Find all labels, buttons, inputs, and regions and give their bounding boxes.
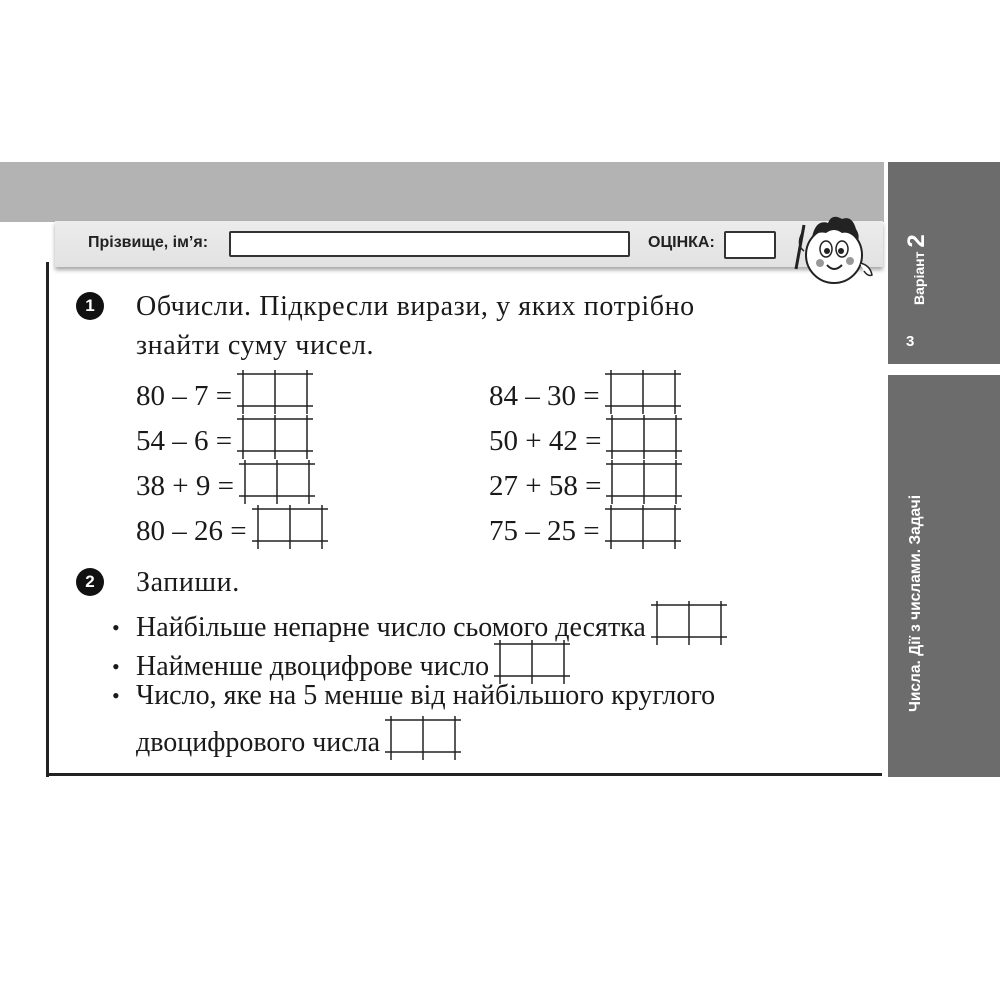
answer-grid[interactable]: [385, 716, 461, 770]
name-input-field[interactable]: [229, 231, 630, 257]
answer-grid[interactable]: [237, 370, 313, 421]
grade-label: ОЦІНКА:: [648, 234, 715, 251]
page-number: 3: [906, 333, 915, 350]
expression-row: [136, 370, 313, 421]
expression-row: [489, 505, 681, 556]
mascot-icon: [784, 205, 879, 285]
task2-bullet-3-line2-text: двоцифрового числа: [136, 727, 381, 758]
bullet-dot: •: [112, 615, 120, 640]
task2-bullet-2-text: Найменше двоцифрове число: [136, 651, 490, 682]
expression-row: [489, 370, 681, 421]
answer-grid[interactable]: [606, 415, 682, 466]
task2-bullet-3: [112, 678, 715, 714]
topic-label: Числа. Дії з числами. Задачі: [907, 494, 924, 712]
expression-text: 27 + 58 =: [489, 469, 602, 502]
header-band: [0, 162, 884, 222]
frame-left-border: [46, 262, 49, 777]
expression-text: 84 – 30 =: [489, 379, 600, 412]
expression-row: [136, 505, 328, 556]
expression-text: 75 – 25 =: [489, 514, 600, 547]
task1-instruction-line2: знайти суму чисел.: [136, 330, 375, 361]
name-label: Прізвище, ім’я:: [88, 234, 209, 251]
expression-row: [489, 460, 682, 511]
task2-bullet-1-text: Найбільше непарне число сьомого десятка: [136, 612, 646, 643]
bullet-dot: •: [112, 654, 120, 679]
task2-bullet-3-text: Число, яке на 5 менше від найбільшого круглого: [136, 680, 716, 711]
tab-separator: [888, 367, 973, 371]
side-tab-topic: [888, 375, 1000, 777]
task-number-1: 1: [76, 292, 104, 320]
task-number-2: 2: [76, 568, 104, 596]
task2-title: Запиши.: [136, 567, 240, 598]
variant-word: Варіант: [911, 251, 927, 305]
bullet-dot: •: [112, 683, 120, 708]
expression-row: [136, 460, 315, 511]
answer-grid[interactable]: [606, 460, 682, 511]
answer-grid[interactable]: [651, 601, 727, 655]
variant-number: 2: [903, 234, 930, 248]
task2-bullet-3-line2: [136, 716, 461, 770]
expression-text: 50 + 42 =: [489, 424, 602, 457]
expression-row: [136, 415, 313, 466]
answer-grid[interactable]: [237, 415, 313, 466]
frame-bottom-border: [46, 773, 882, 776]
answer-grid[interactable]: [239, 460, 315, 511]
expression-text: 38 + 9 =: [136, 469, 234, 502]
expression-row: [489, 415, 682, 466]
expression-text: 80 – 7 =: [136, 379, 233, 412]
answer-grid[interactable]: [252, 505, 328, 556]
answer-grid[interactable]: [605, 370, 681, 421]
task1-instruction-line1: Обчисли. Підкресли вирази, у яких потрібно: [136, 291, 695, 322]
answer-grid[interactable]: [605, 505, 681, 556]
expression-text: 80 – 26 =: [136, 514, 247, 547]
variant-label: [903, 234, 931, 305]
grade-input-field[interactable]: [724, 231, 776, 259]
expression-text: 54 – 6 =: [136, 424, 233, 457]
